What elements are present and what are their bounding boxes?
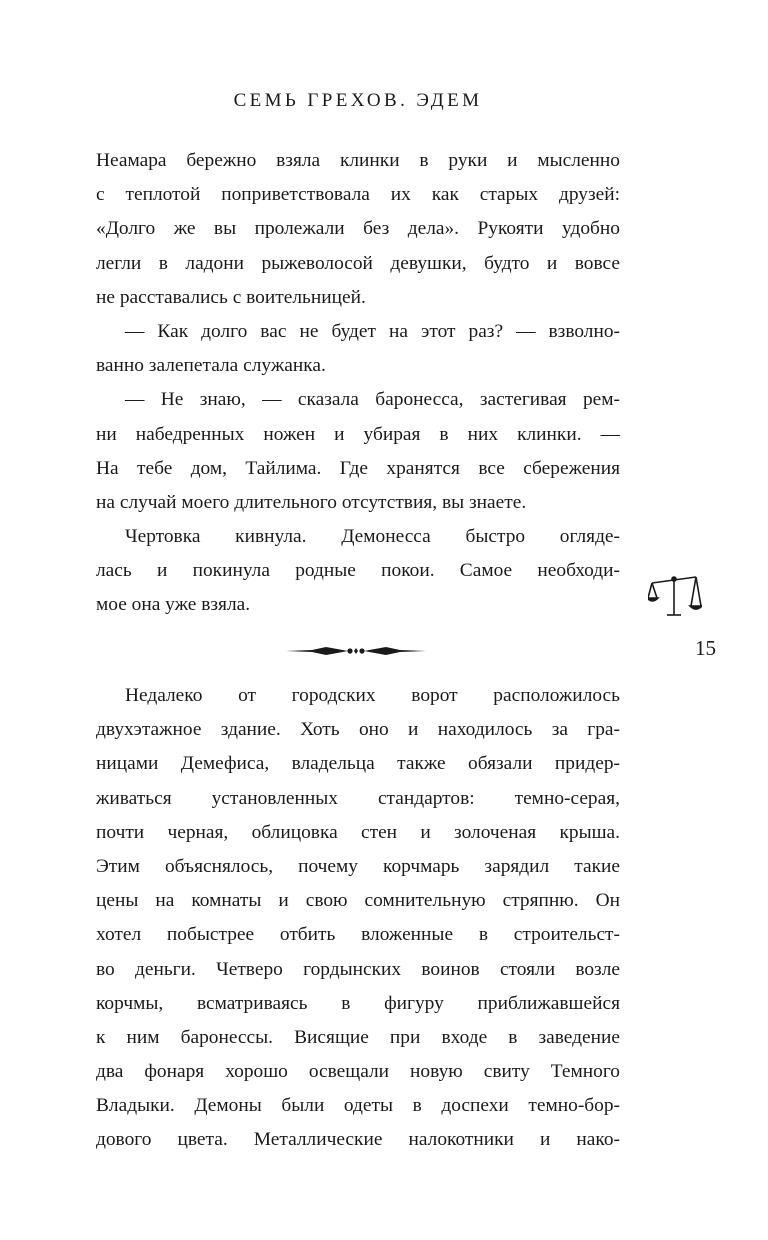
text-line: — Не знаю, — сказала баронесса, застегивая рем- [125,389,620,411]
text-line: ни набедренных ножен и убирая в них клинки. — [96,423,620,445]
text-line: Неамара бережно взяла клинки в руки и мысленно [96,150,620,171]
text-line: ницами Демефиса, владельца также обязали придер- [96,753,620,775]
running-header: СЕМЬ ГРЕХОВ. ЭДЕМ [233,90,483,111]
text-block-1 [96,144,620,623]
text-line: не расставались с воительницей. [96,286,366,308]
text-line: Этим объяснялось, почему корчмарь зарядил такие [96,855,620,877]
text-line: лась и покинула родные покои. Самое необходи- [96,560,620,582]
text-line: «Долго же вы пролежали без дела». Рукояти удобно [96,218,620,240]
page-number: 15 [695,636,716,660]
text-line: Недалеко от городских ворот расположилось [125,685,620,706]
ornament-divider-icon [286,641,426,665]
text-line: На тебе дом, Тайлима. Где хранятся все сбережения [96,457,620,479]
text-line: Владыки. Демоны были одеты в доспехи темно-бор- [96,1095,620,1117]
text-line: мое она уже взяла. [96,594,251,616]
text-line: во деньги. Четверо гордынских воинов стояли возле [96,958,620,980]
text-line: двухэтажное здание. Хоть оно и находилось за гра- [96,719,620,741]
text-line: почти черная, облицовка стен и золоченая крыша. [96,821,620,843]
text-line: к ним баронессы. Висящие при входе в заведение [96,1026,620,1048]
text-line: легли в ладони рыжеволосой девушки, будто и вовсе [96,252,620,274]
text-line: ванно залепетала служанка. [96,355,326,377]
text-line: с теплотой поприветствовала их как старых друзей: [96,184,620,206]
text-line: цены на комнаты и свою сомнительную стряпню. Он [96,890,620,912]
text-line: на случай моего длительного отсутствия, вы знаете. [96,491,527,513]
text-line: дового цвета. Металлические налокотники и нако- [96,1129,620,1151]
text-line: Чертовка кивнула. Демонесса быстро огляде- [125,526,620,548]
text-line: корчмы, всматриваясь в фигуру приближавшейся [96,992,620,1014]
text-line: два фонаря хорошо освещали новую свиту Темного [96,1061,620,1083]
text-line: — Как долго вас не будет на этот раз? — взволно- [125,320,620,342]
scales-icon [648,574,702,624]
text-line: хотел побыстрее отбить вложенные в строительст- [96,924,620,946]
text-block-2 [96,679,620,1158]
text-line: живаться установленных стандартов: темно-серая, [96,787,620,809]
